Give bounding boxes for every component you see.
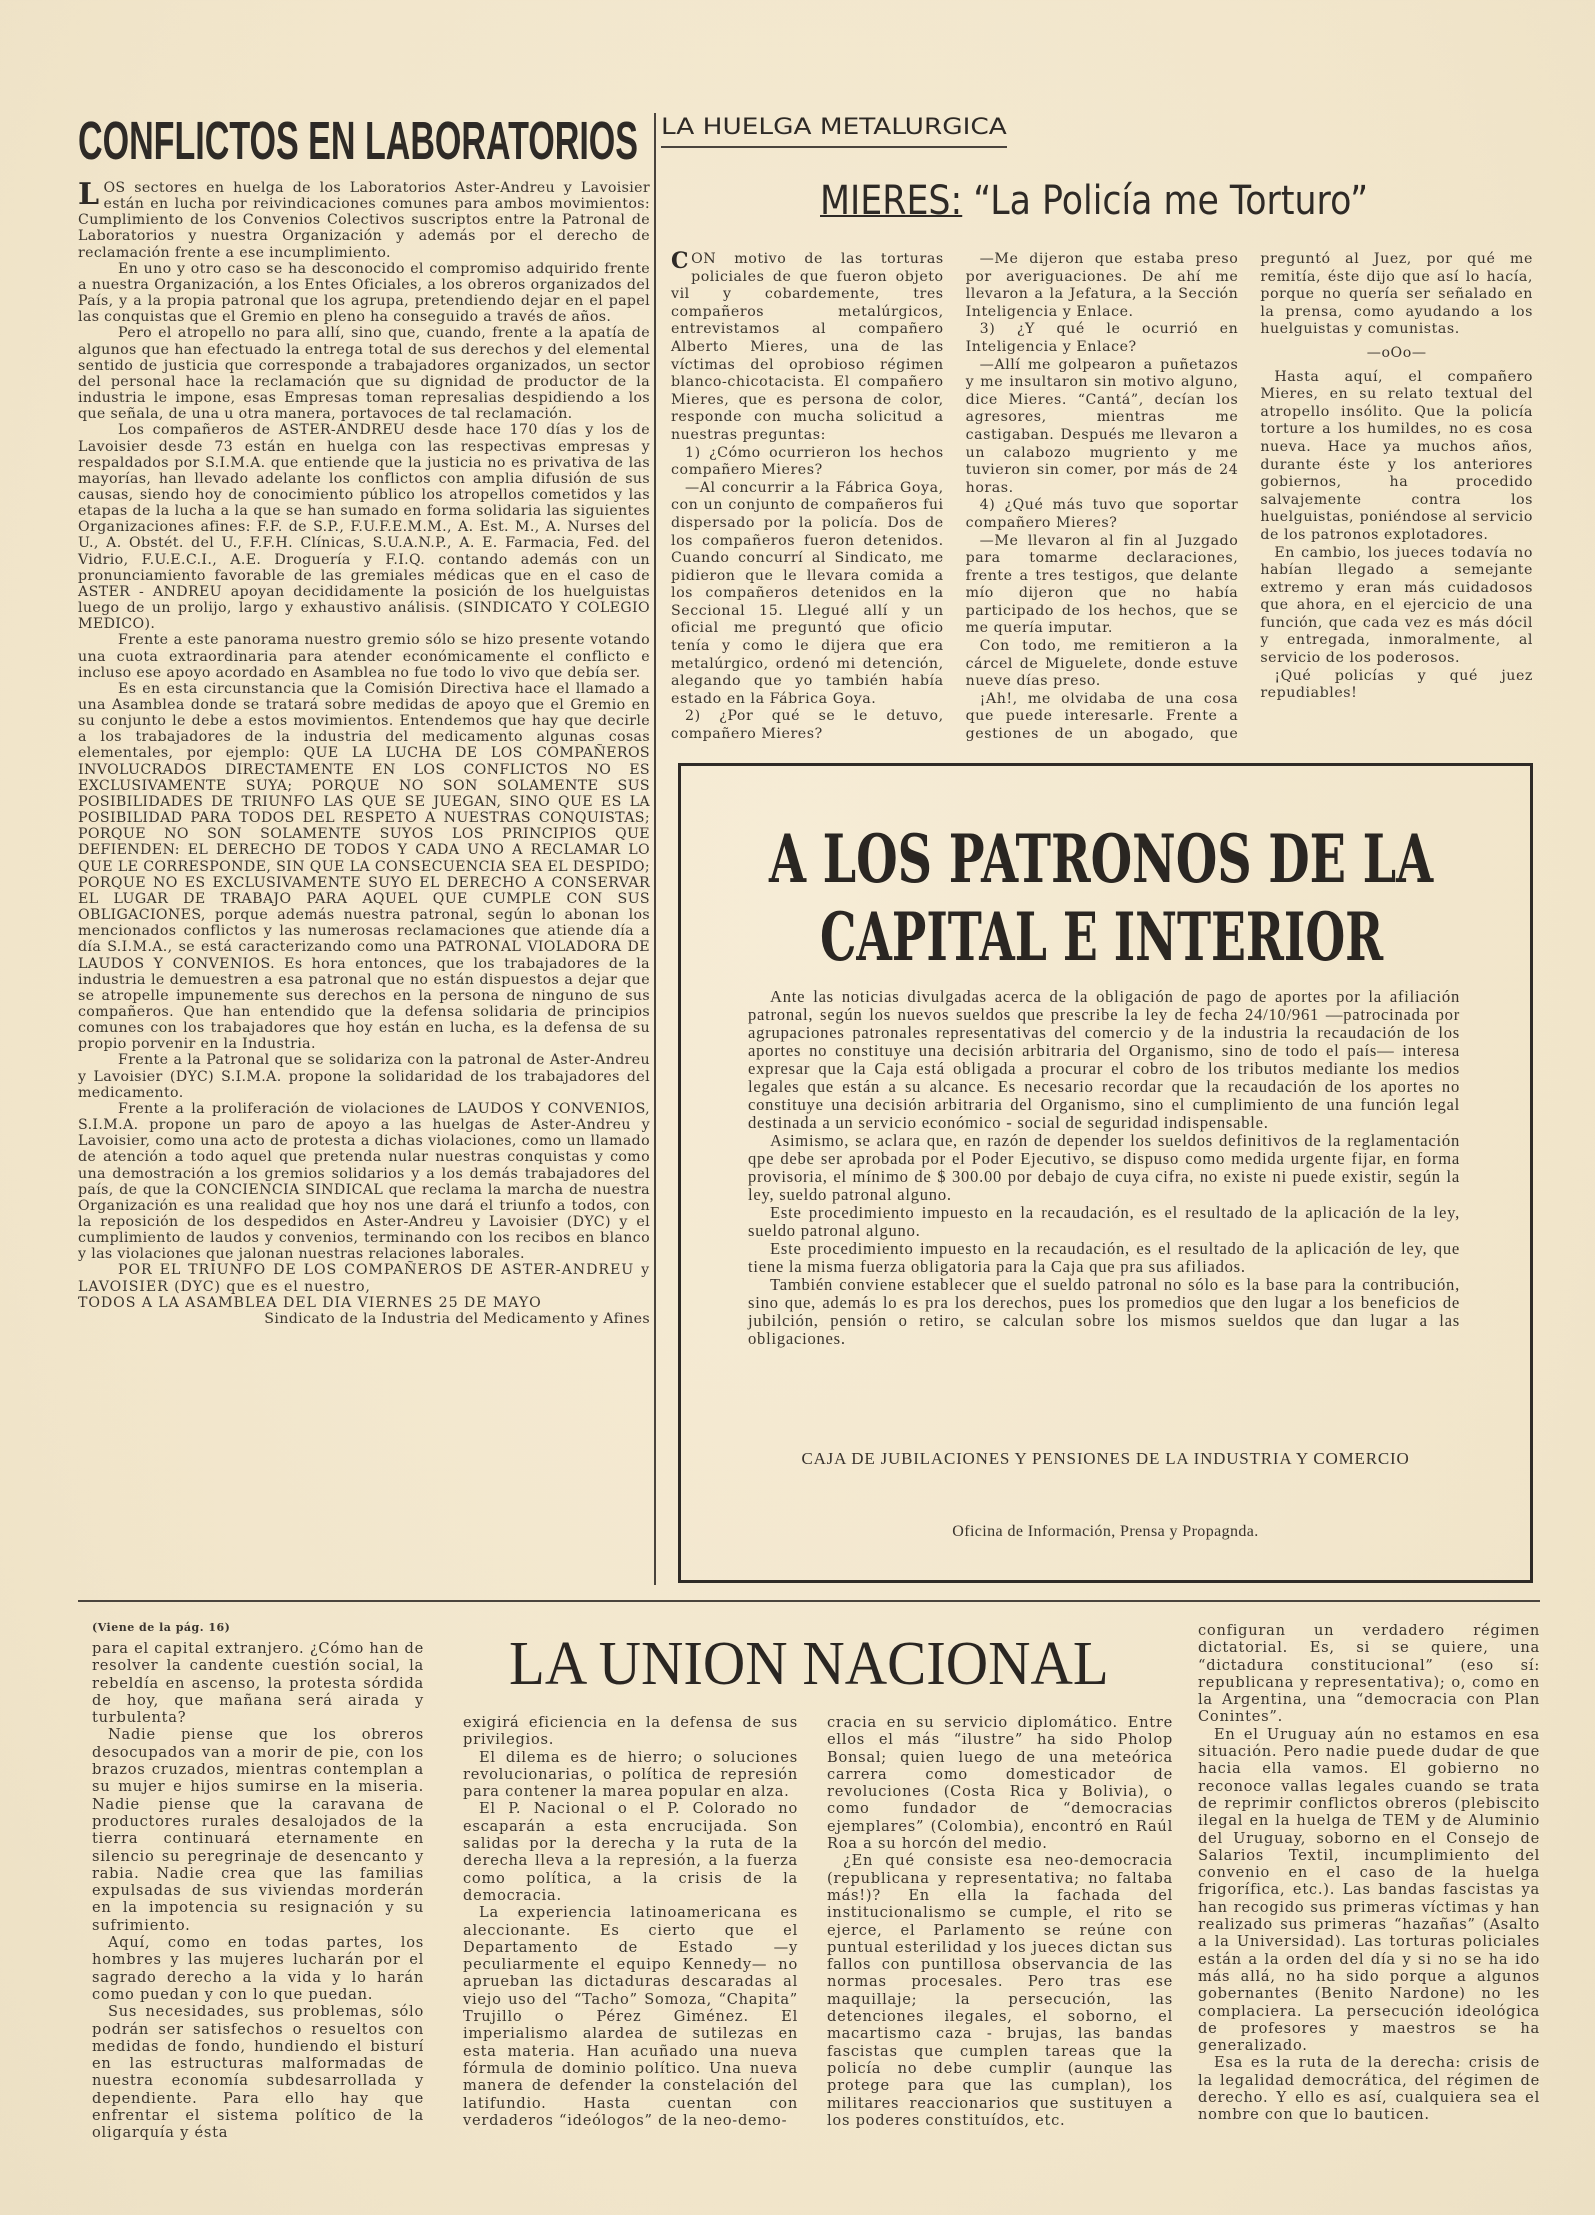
paragraph: cracia en su servicio diplomático. Entre ellos el más “ilustre” ha sido Pholop Bonsal; quien luego de una meteórica carrera como domesticador de revoluciones (Costa Rica y Bolivia), o como fundador de “democracias ejemplares” (Colombia), encontró en Raúl Roa a su horcón del medio. — [827, 1714, 1173, 1853]
paragraph: Los compañeros de ASTER-ANDREU desde hace 170 días y los de Lavoisier desde 73 están en huelga con las respectivas empresas y respaldados por S.I.M.A. que entiende que la justicia no es privativa de las mayorías, han llevado adelante los conflictos con amplia difusión de sus causas, siendo hoy de conocimiento público los atropellos cometidos y las etapas de la lucha a la que se han sumado en forma solidaria las siguientes Organizaciones afines: F.F. de S.P., F.U.F.E.M.M., A. Est. M., A. Nurses del U., A. Obstét. del U., F.F.H. Clínicas, S.U.A.N.P., A. E. Farmacia, Fed. del Vidrio, F.U.E.C.I., A.E. Droguería y F.I.Q. contando además con un pronunciamiento favorable de las gremiales médicas que en el caso de ASTER - ANDREU apoyan decididamente la posición de los huelguistas luego de un prolijo, largo y exhaustivo análisis. (SINDICATO Y COLEGIO MEDICO). — [78, 422, 650, 633]
notice-headline-line — [769, 820, 1434, 898]
headline-text: A LOS PATRONOS DE LA — [769, 820, 1434, 898]
article-column — [827, 1714, 1173, 2129]
section-kicker — [661, 116, 1007, 140]
paragraph: Esa es la ruta de la derecha: crisis de la legalidad democrática, del régimen de derecho. Y ello es así, cualquiera sea el nombre con que lo bauticen. — [1198, 2054, 1540, 2124]
paragraph: Este procedimiento impuesto en la recaudación, es el resultado de la aplicación de la ley, sueldo patronal alguno. — [748, 1203, 1460, 1240]
notice-box — [678, 763, 1533, 1583]
paragraph: 4) ¿Qué más tuvo que soportar compañero Mieres? — [965, 497, 1239, 531]
drop-cap: C — [671, 248, 690, 274]
paragraph: configuran un verdadero régimen dictatorial. Es, si se quiere, una “dictadura constitucional” (eso sí: republicana y representativa); o, como en la Argentina, una “democracia con Plan Conintes”. — [1198, 1622, 1540, 1726]
paragraph: En el Uruguay aún no estamos en esa situación. Pero nadie puede dudar de que hacia ella vamos. El gobierno no reconoce vallas legales cuando se trata de reprimir conflictos obreros (plebiscito ilegal en la huelga de TEM y de Aluminio del Uruguay, soborno en el Consejo de Salarios Textil, incumplimiento del convenio en el caso de la huelga frigorífica, etc.). Las bandas fascistas ya han recogido sus primeras víctimas y han realizado sus primeras “hazañas” (Asalto a la Universidad). Las torturas policiales están a la orden del día y si no se ha ido más allá, no ha sido porque a algunos gobernantes (Benito Nardone) no les complaciera. La persecución ideológica de profesores y maestros se ha generalizado. — [1198, 1725, 1540, 2055]
paragraph: 1) ¿Cómo ocurrieron los hechos compañero Mieres? — [671, 444, 944, 479]
paragraph: Nadie piense que los obreros desocupados van a morir de pie, con los brazos cruzados, mientras contemplan a su mujer e hijos sumirse en la miseria. Nadie piense que la caravana de productores rurales desalojados de la tierra continuará eternamente en silencio su peregrinaje de desencanto y rabia. Nadie crea que las familias expulsadas de sus viviendas morderán en la impotencia su resignación y su sufrimiento. — [92, 1726, 424, 1934]
lead-paragraph — [671, 248, 944, 445]
article-body-mieres — [671, 248, 1533, 751]
notice-headline-line — [820, 898, 1384, 976]
paragraph: Ante las noticias divulgadas acerca de la obligación de pago de aportes por la afiliación patronal, según los nuevos sueldos que prescribe la ley de fecha 24/10/961 —patrocinada por agrupaciones patronales representativas del comercio y de la industria la recaudación de los aportes no constituye una decisión arbitraria del Organismo, sino de todo el país— interesa expresar que la Caja está obligada a procurar el cobro de los tributos mediante los medios legales que están a su alcance. Es necesario recordar que la recaudación de los aportes no constituye una decisión arbitraria del Organismo, sino el cumplimiento de una función legal destinada a un servicio económico - social de seguridad indispensable. — [748, 987, 1460, 1132]
article-column — [92, 1640, 424, 2142]
paragraph: 2) ¿Por qué se le detuvo, compañero Mieres? — [671, 708, 944, 743]
paragraph: Este procedimiento impuesto en la recaudación, es el resultado de la aplicación de ley, que tiene la misma fuerza obligatoria para la Caja que pra sus afiliados. — [748, 1239, 1460, 1276]
paragraph: En uno y otro caso se ha desconocido el compromiso adquirido frente a nuestra Organización, a los Entes Oficiales, a los obreros organizados del País, y a la propia patronal que los agrupa, pretendiendo dejar en el papel las conquistas que el Gremio en pleno ha conseguido a través de años. — [78, 260, 650, 326]
article-body-conflictos — [78, 177, 650, 1327]
paragraph: El dilema es de hierro; o soluciones revolucionarias, o política de represión para contener la marea popular en alza. — [463, 1748, 798, 1801]
assembly-call: TODOS A LA ASAMBLEA DEL DIA VIERNES 25 DE MAYO — [78, 1294, 542, 1311]
kicker-underline — [661, 146, 1007, 148]
headline-text — [820, 180, 1368, 222]
paragraph: —Me dijeron que estaba preso por averiguaciones. De ahí me llevaron a la Jefatura, a la Sección Inteligencia y Enlace. — [965, 251, 1239, 320]
paragraph: ¡Qué policías y qué juez repudiables! — [1260, 667, 1533, 702]
lead-text: OS sectores en huelga de los Laboratorios Aster-Andreu y Lavoisier están en lucha por reivindicaciones comunes para ambos movimientos: Cumplimiento de los Convenios Colectivos suscriptos entre la Patronal de Laboratorios y nuestra Organización y además por el derecho de reclamación frente a ese incumplimiento. — [78, 180, 650, 261]
section-divider — [78, 1600, 1540, 1602]
notice-body — [748, 988, 1460, 1348]
headline-label: MIERES: — [820, 178, 963, 224]
headline-text: CONFLICTOS EN LABORATORIOS — [78, 111, 639, 171]
headline-quote: “La Policía me Torturo” — [962, 178, 1369, 224]
kicker-text: LA HUELGA METALURGICA — [661, 115, 1007, 140]
paragraph: ¡Ah!, me olvidaba de una cosa que puede interesarle. Frente a gestiones de un abogado, que preguntó al Juez, por qué me remitía, éste dijo que así lo hacía, porque no quería ser señalado en la prensa, como ayudando a los huelguistas y comunistas. — [965, 251, 1533, 743]
article-headline-conflictos — [78, 111, 639, 171]
paragraph: 3) ¿Y qué le ocurrió en Inteligencia y Enlace? — [965, 321, 1239, 355]
paragraph: Con todo, me remitieron a la cárcel de Miguelete, donde estuve nueve días preso. — [965, 638, 1239, 690]
article-headline-mieres — [820, 180, 1368, 222]
paragraph: Asimismo, se aclara que, en razón de depender los sueldos definitivos de la reglamentación qpe debe ser aprobada por el Poder Ejecutivo, se dispuso como medida urgente fijar, en forma provisoria, el mínimo de $ 300.00 por debajo de cuya cifra, no existe ni puede existir, según la ley, sueldo patronal alguno. — [748, 1131, 1460, 1204]
headline-text: LA UNION NACIONAL — [509, 1630, 1109, 1698]
paragraph: En cambio, los jueces todavía no habían llegado a semejante extremo y eran más cuidadosos que ahora, en el ejercicio de una función, que cada vez es más dócil y entregada, inmoralmente, al servicio de los poderosos. — [1260, 544, 1533, 667]
paragraph: —Me llevaron al fin al Juzgado para tomarme declaraciones, frente a tres testigos, que delante mío dijeron que no había participado de los hechos, que se me quería imputar. — [965, 532, 1239, 637]
column-divider — [654, 113, 656, 1585]
paragraph: Frente a la Patronal que se solidariza con la patronal de Aster-Andreu y Lavoisier (DYC) S.I.M.A. propone la solidaridad de los trabajadores del medicamento. — [78, 1052, 650, 1101]
paragraph: Frente a la proliferación de violaciones de LAUDOS Y CONVENIOS, S.I.M.A. propone un paro de apoyo a las huelgas de Aster-Andreu y Lavoisier, como una acto de protesta a dichas violaciones, como un llamado de atención a todo aquel que pretenda nular nuestras conquistas y como una demostración a los gremios solidarios y a los demás trabajadores del país, de que la CONCIENCIA SINDICAL que reclama la marcha de nuestra Organización es una realidad que hoy nos une dará el triunfo a todos, con la reposición de los despedidos en Aster-Andreu y Lavoisier (DYC) y el cumplimiento de laudos y convenios, terminando con los recibos en blanco y las violaciones que jalonan nuestras relaciones laborales. — [78, 1100, 650, 1263]
paragraph: —Al concurrir a la Fábrica Goya, con un conjunto de compañeros fui dispersado por la policía. Dos de los compañeros fueron detenidos. Cuando concurrí al Sindicato, me pidieron que le llevara comida a los compañeros detenidos en la Seccional 15. Llegué allí y un oficial me preguntó que oficio tenía y como le dijera que era metalúrgico, ordenó mi detención, alegando que yo también había estado en la Fábrica Goya. — [671, 479, 944, 707]
paragraph: ¿En qué consiste esa neo-democracia (republicana y representativa; no faltaba más!)? En ella la fachada del institucionalismo se cumple, el rito se ejerce, el Parlamento se reúne con puntual esterilidad y los jueces dictan sus fallos con puntillosa observancia de las normas procesales. Pero tras ese maquillaje; la persecución, las detenciones ilegales, el soborno, el macartismo caza - brujas, las bandas fascistas que cumplen tareas que la policía no debe cumplir (aunque las protege para que las cumplan), los militares reaccionarios que sustituyen a los poderes constituídos, etc. — [827, 1852, 1173, 2129]
paragraph: Sus necesidades, sus problemas, sólo podrán ser satisfechos o resueltos con medidas de fondo, hundiendo el bisturí en las estructuras malformadas de nuestra economía subdesarrollada y dependiente. Para ello hay que enfrentar el sistema político de la oligarquía y ésta — [92, 2003, 424, 2142]
paragraph: El P. Nacional o el P. Colorado no escaparán a esta encrucijada. Son salidas por la derecha y la ruta de la derecha lleva a la represión, a la fuerza como política, a la crisis de la democracia. — [463, 1800, 798, 1904]
paragraph: Pero el atropello no para allí, sino que, cuando, frente a la apatía de algunos que han efectuado la entrega total de sus derechos y del elemental sentido de justicia que corresponde a trabajadores organizados, un sector del personal hace la reclamación que su dignidad de productor de la industria le impone, esas Empresas toman represalias despidiendo a los que señala, de una u otra manera, portavoces de tal reclamación. — [78, 325, 650, 423]
paragraph: Aquí, como en todas partes, los hombres y las mujeres lucharán por el sagrado derecho a la vida y lo harán como puedan y con lo que puedan. — [92, 1934, 424, 2003]
paragraph: —Allí me golpearon a puñetazos y me insultaron sin motivo alguno, dice Mieres. “Cantá”, decían los agresores, mientras me castigaban. Después me llevaron a un calabozo mugriento y me tuvieron sin comer, por más de 24 horas. — [965, 356, 1239, 496]
notice-office: Oficina de Información, Prensa y Propagnda. — [952, 1523, 1259, 1540]
article-headline-union — [509, 1630, 1109, 1698]
notice-signature: CAJA DE JUBILACIONES Y PENSIONES DE LA INDUSTRIA Y COMERCIO — [801, 1449, 1410, 1468]
paragraph: exigirá eficiencia en la defensa de sus privilegios. — [463, 1714, 798, 1749]
rallying-line: POR EL TRIUNFO DE LOS COMPAÑEROS DE ASTER-ANDREU y LAVOISIER (DYC) que es el nuestro, — [78, 1262, 650, 1295]
paragraph: Es en esta circunstancia que la Comisión Directiva hace el llamado a una Asamblea donde se tratará sobre medidas de apoyo que el Gremio en su conjunto le debe a estos movimientos. Entendemos que hay que decirle a los trabajadores de la industria del medicamento algunas cosas elementales, por ejemplo: QUE LA LUCHA DE LOS COMPAÑEROS INVOLUCRADOS DIRECTAMENTE EN LOS CONFLICTOS NO ES EXCLUSIVAMENTE SUYA; PORQUE NO SON SOLAMENTE SUS POSIBILIDADES DE TRIUNFO LAS QUE SE JUEGAN, SINO QUE ES LA POSIBILIDAD PARA TODOS DEL RESPETO A NUESTRAS CONQUISTAS; PORQUE NO SON SOLAMENTE SUYOS LOS PRINCIPIOS QUE DEFIENDEN: EL DERECHO DE TODOS Y CADA UNO A RECLAMAR LO QUE LE CORRESPONDE, SIN QUE LA CONSECUENCIA SEA EL DESPIDO; PORQUE NO ES EXCLUSIVAMENTE SUYO EL DERECHO A CONSERVAR EL LUGAR DE TRABAJO PARA AQUEL QUE CUMPLE CON SUS OBLIGACIONES, porque además nuestra patronal, según lo abonan los mencionados conflictos y las numerosas reclamaciones que atiende día a día S.I.M.A., se está caracterizando como una PATRONAL VIOLADORA DE LAUDOS Y CONVENIOS. Es hora entonces, que los trabajadores de la industria le demuestren a esa patronal que no están dispuestos a dejar que se atropelle impunemente sus derechos en la persona de ninguno de sus compañeros. Que han entendido que la defensa solidaria de principios comunes con los trabajadores que hoy están en lucha, es la defensa de su propio porvenir en la Industria. — [78, 680, 650, 1053]
lead-paragraph — [78, 177, 650, 261]
lead-text: ON motivo de las torturas policiales de que fueron objeto vil y cobardemente, tres compañeros metalúrgicos, entrevistamos al compañero Alberto Mieres, una de las víctimas del oprobioso régimen blanco-chicotacista. El compañero Mieres, que es persona de color, responde con mucha solicitud a nuestras preguntas: — [671, 251, 944, 443]
article-signature: Sindicato de la Industria del Medicamento y Afines — [264, 1310, 650, 1327]
paragraph: También conviene establecer que el sueldo patronal no sólo es la base para la contribución, sino que, además lo es pra los derechos, pues los promedios que den lugar a los beneficios de jubilción, pensión o retiro, se calculan sobre los mismos sueldos que dan lugar a las obligaciones. — [748, 1275, 1460, 1348]
paragraph: Frente a este panorama nuestro gremio sólo se hizo presente votando una cuota extraordinaria para atender económicamente el conflicto e incluso ese apoyo acordado en Asamblea no fue todo lo vivo que debía ser. — [78, 632, 650, 681]
article-column — [463, 1714, 798, 2129]
paragraph: para el capital extranjero. ¿Cómo han de resolver la candente cuestión social, la rebeldía en ascenso, la protesta sórdida de hoy, que mañana será airada y turbulenta? — [92, 1640, 424, 1727]
headline-text: CAPITAL E INTERIOR — [820, 898, 1384, 976]
paragraph: La experiencia latinoamericana es aleccionante. Es cierto que el Departamento de Estado —y peculiarmente el equipo Kennedy— no aprueban las dictaduras descaradas al viejo uso del “Tacho” Somoza, “Chapita” Trujillo o Pérez Giménez. El imperialismo alardea de sutilezas en esta materia. Han acuñado una nueva fórmula de dominio político. Una nueva manera de defender la constelación del latifundio. Hasta cuentan con verdaderos “ideólogos” de la neo-demo- — [463, 1904, 798, 2129]
continued-from-note: (Viene de la pág. 16) — [92, 1621, 231, 1634]
article-column — [1198, 1622, 1540, 2124]
section-separator: —oOo— — [1366, 344, 1427, 361]
paragraph: Hasta aquí, el compañero Mieres, en su relato textual del atropello insólito. Que la policía torture a los humildes, no es cosa nueva. Hace ya muchos años, durante éste y los anteriores gobiernos, ha procedido salvajemente contra los huelguistas, poniéndose al servicio de los patronos explotadores. — [1260, 368, 1533, 543]
drop-cap: L — [78, 177, 100, 212]
